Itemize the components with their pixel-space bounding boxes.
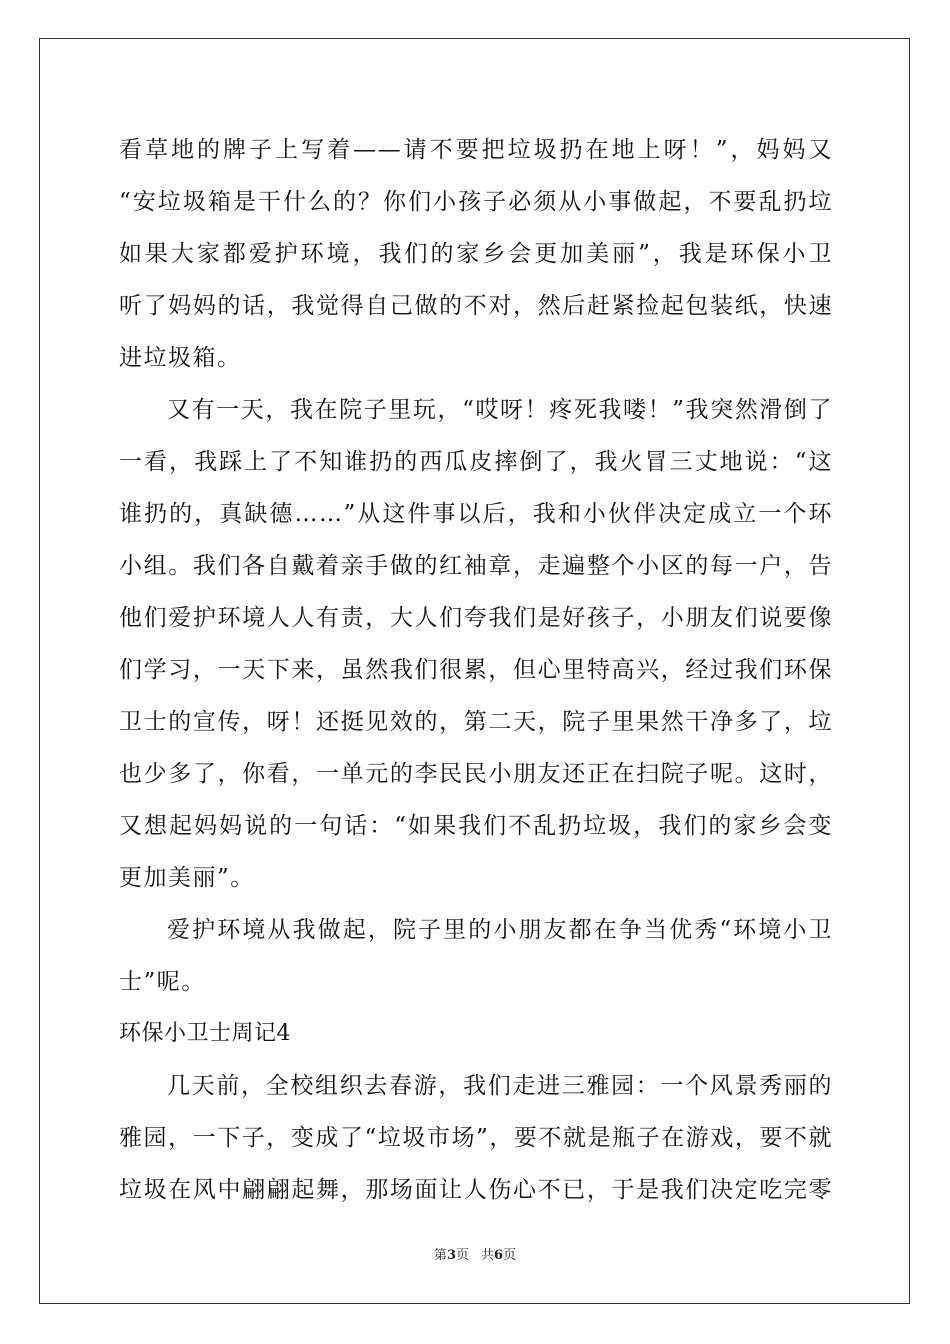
text-line: 他们爱护环境人人有责，大人们夸我们是好孩子，小朋友们说要像 [119, 605, 833, 631]
text-line: 如果大家都爱护环境，我们的家乡会更加美丽”，我是环保小卫 [119, 241, 833, 267]
text-line: 更加美丽”。 [119, 865, 255, 891]
text-line: “安垃圾箱是干什么的？你们小孩子必须从小事做起，不要乱扔垃 [119, 189, 833, 215]
text-line: 们学习，一天下来，虽然我们很累，但心里特高兴，经过我们环保 [119, 657, 833, 683]
page-suffix: 页 [455, 1248, 469, 1263]
text-line: 一看，我踩上了不知谁扔的西瓜皮摔倒了，我火冒三丈地说：“这 [119, 449, 833, 475]
text-line: 士”呢。 [119, 969, 206, 995]
total-prefix: 共 [481, 1248, 495, 1263]
text-line: 谁扔的，真缺德……”从这件事以后，我和小伙伴决定成立一个环 [119, 501, 833, 527]
text-line: 又想起妈妈说的一句话：“如果我们不乱扔垃圾，我们的家乡会变 [119, 813, 833, 839]
text-line: 听了妈妈的话，我觉得自己做的不对，然后赶紧捡起包装纸，快速 [119, 293, 833, 319]
paragraph-block [119, 124, 833, 1008]
section-heading: 环保小卫士周记4 [119, 1021, 291, 1046]
paragraph-block [119, 1060, 833, 1216]
text-line: 垃圾在风中翩翩起舞，那场面让人伤心不已，于是我们决定吃完零 [119, 1177, 833, 1203]
text-line: 又有一天，我在院子里玩，“哎呀！疼死我喽！”我突然滑倒了 [167, 397, 833, 423]
page-footer [0, 1244, 950, 1263]
text-line: 卫士的宣传，呀！还挺见效的，第二天，院子里果然干净多了，垃 [119, 709, 833, 735]
total-pages: 6 [494, 1248, 504, 1263]
text-line: 进垃圾箱。 [119, 345, 242, 371]
text-line: 也少多了，你看，一单元的李民民小朋友还正在扫院子呢。这时， [119, 761, 833, 787]
page-prefix: 第 [433, 1248, 447, 1263]
text-line: 小组。我们各自戴着亲手做的红袖章，走遍整个小区的每一户，告 [119, 553, 833, 579]
text-line: 几天前，全校组织去春游，我们走进三雅园：一个风景秀丽的 [167, 1073, 833, 1099]
document-body [119, 124, 833, 1216]
text-line: 爱护环境从我做起，院子里的小朋友都在争当优秀“环境小卫 [167, 917, 833, 943]
page-number: 3 [446, 1248, 456, 1263]
text-line: 雅园，一下子，变成了“垃圾市场”，要不就是瓶子在游戏，要不就 [119, 1125, 833, 1151]
total-suffix: 页 [503, 1248, 517, 1263]
text-line: 看草地的牌子上写着——请不要把垃圾扔在地上呀！”，妈妈又 [119, 137, 833, 163]
